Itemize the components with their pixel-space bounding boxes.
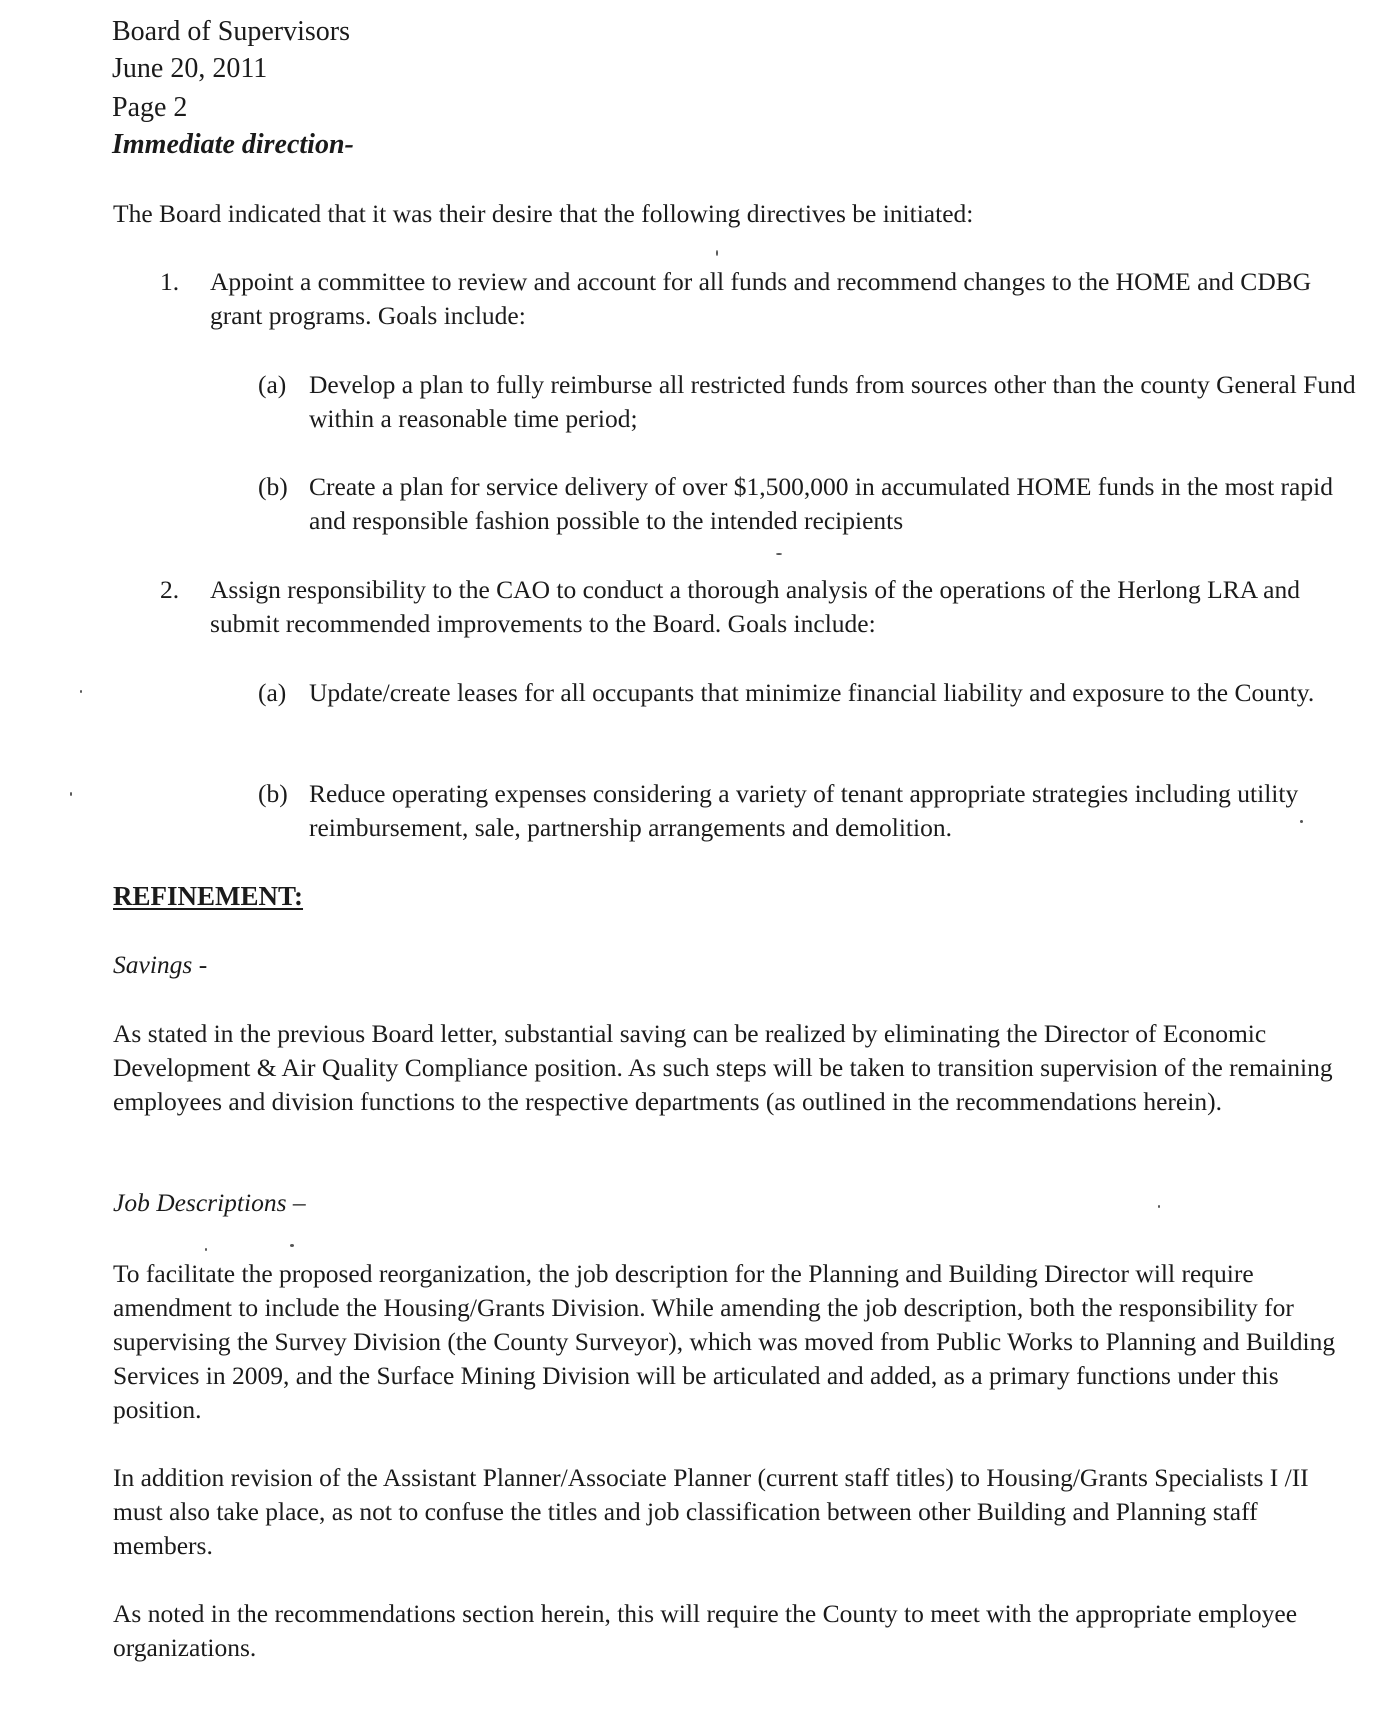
scan-speck <box>1158 1205 1160 1208</box>
scan-speck <box>80 690 82 693</box>
directive-2b-label: (b) <box>258 779 288 808</box>
directive-1a-label: (a) <box>258 370 287 399</box>
job-descriptions-paragraph-2: In addition revision of the Assistant Planner/Associate Planner (current staff titles) to Housing/Grants Specialists I /II must also take place, as not to confuse the titles and job classification between other Building and Planning staff members. <box>113 1463 1309 1560</box>
directive-2-number: 2. <box>160 575 180 604</box>
refinement-heading: REFINEMENT: <box>113 881 304 911</box>
directive-1-number: 1. <box>160 267 180 296</box>
directive-1b-label: (b) <box>258 472 288 501</box>
scan-speck <box>776 553 782 555</box>
directive-1-text: Appoint a committee to review and account for all funds and recommend changes to the HOME and CDBG grant programs. Goals include: <box>210 267 1312 330</box>
scan-speck <box>716 250 718 256</box>
job-descriptions-heading: Job Descriptions – <box>113 1188 306 1217</box>
savings-heading: Savings - <box>113 950 208 979</box>
directive-2a-label: (a) <box>258 678 287 707</box>
scan-speck <box>290 1244 294 1247</box>
scan-speck <box>1300 820 1303 823</box>
savings-paragraph: As stated in the previous Board letter, substantial saving can be realized by eliminating the Director of Economic Development & Air Quality Compliance position. As such steps will be taken to transition supervision of the remaining employees and division functions to the respective departments (as outlined in the recommendations herein). <box>113 1019 1333 1116</box>
job-descriptions-paragraph-3: As noted in the recommendations section herein, this will require the County to meet with the appropriate employee organizations. <box>113 1599 1298 1662</box>
directive-2a-text: Update/create leases for all occupants that minimize financial liability and exposure to the County. <box>309 678 1315 707</box>
directive-2-text: Assign responsibility to the CAO to conduct a thorough analysis of the operations of the Herlong LRA and submit recommended improvements to the Board. Goals include: <box>210 575 1300 638</box>
page-number-line: Page 2 <box>112 92 188 123</box>
directive-1b-text: Create a plan for service delivery of over $1,500,000 in accumulated HOME funds in the most rapid and responsible fashion possible to the intended recipients <box>309 472 1333 535</box>
directive-2b-text: Reduce operating expenses considering a variety of tenant appropriate strategies including utility reimbursement, sale, partnership arrangements and demolition. <box>309 779 1299 842</box>
intro-paragraph: The Board indicated that it was their desire that the following directives be initiated: <box>113 199 974 228</box>
directive-1a-text: Develop a plan to fully reimburse all restricted funds from sources other than the county General Fund within a reasonable time period; <box>309 370 1356 433</box>
addressee-line: Board of Supervisors <box>112 16 350 47</box>
scan-speck <box>70 792 72 796</box>
section-title: Immediate direction- <box>112 129 354 160</box>
date-line: June 20, 2011 <box>112 53 268 84</box>
scan-speck <box>205 1248 207 1251</box>
job-descriptions-paragraph-1: To facilitate the proposed reorganization, the job description for the Planning and Building Director will require amendment to include the Housing/Grants Division. While amending the job description, both the responsibility for supervising the Survey Division (the County Surveyor), which was moved from Public Works to Planning and Building Services in 2009, and the Surface Mining Division will be articulated and added, as a primary functions under this position. <box>113 1259 1336 1424</box>
